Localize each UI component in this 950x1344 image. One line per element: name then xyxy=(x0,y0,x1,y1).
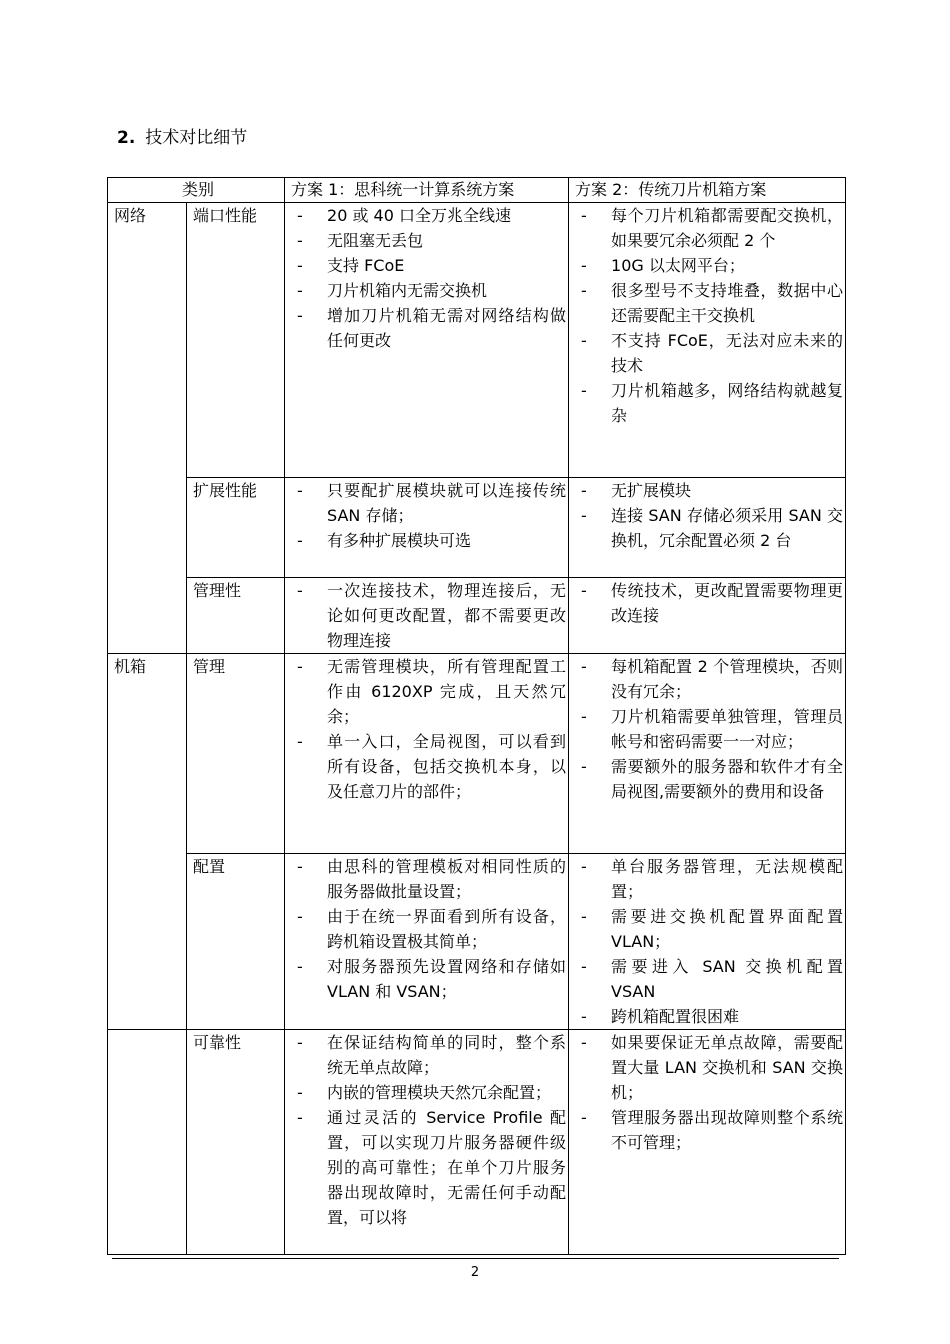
bullet-list xyxy=(575,854,843,1029)
section-heading xyxy=(117,126,247,150)
subcategory-cell: 管理 xyxy=(187,654,285,854)
list-item: - 很多型号不支持堆叠，数据中心还需要配主干交换机 xyxy=(575,278,843,328)
table-row xyxy=(108,203,846,478)
list-item: - 无阻塞无丢包 xyxy=(291,228,566,253)
bullet-list xyxy=(575,1030,843,1155)
list-item: - 对服务器预先设置网络和存储如 VLAN 和 VSAN； xyxy=(291,954,566,1004)
list-item: - 无需管理模块，所有管理配置工作由 6120XP 完成，且天然冗余； xyxy=(291,654,566,729)
list-item: - 增加刀片机箱无需对网络结构做任何更改 xyxy=(291,303,566,353)
list-item: - 传统技术，更改配置需要物理更改连接 xyxy=(575,578,843,628)
bullet-list xyxy=(291,654,566,804)
subcategory-cell: 扩展性能 xyxy=(187,478,285,578)
header-category: 类别 xyxy=(108,178,285,203)
plan1-cell xyxy=(285,203,569,478)
list-item: - 需要进入 SAN 交换机配置 VSAN xyxy=(575,954,843,1004)
subcategory-cell: 管理性 xyxy=(187,578,285,654)
bullet-list xyxy=(575,203,843,428)
header-plan1: 方案 1：思科统一计算系统方案 xyxy=(285,178,569,203)
empty-group-cell xyxy=(108,1030,187,1255)
plan2-cell xyxy=(569,854,846,1030)
list-item: - 支持 FCoE xyxy=(291,253,566,278)
group-network: 网络 xyxy=(108,203,187,654)
section-number: 2. xyxy=(117,128,136,148)
plan1-cell xyxy=(285,1030,569,1255)
list-item: - 单台服务器管理，无法规模配置； xyxy=(575,854,843,904)
list-item: - 由思科的管理模板对相同性质的服务器做批量设置； xyxy=(291,854,566,904)
list-item: - 无扩展模块 xyxy=(575,478,843,503)
bullet-list xyxy=(291,203,566,353)
footer-divider xyxy=(112,1258,839,1259)
bullet-list xyxy=(575,654,843,804)
plan1-cell xyxy=(285,578,569,654)
bullet-list xyxy=(575,578,843,628)
table-row xyxy=(108,1030,846,1255)
comparison-table xyxy=(107,177,846,1255)
plan1-cell xyxy=(285,478,569,578)
section-title: 技术对比细节 xyxy=(145,128,248,148)
plan2-cell xyxy=(569,203,846,478)
table-row xyxy=(108,478,846,578)
bullet-list xyxy=(575,478,843,553)
plan2-cell xyxy=(569,478,846,578)
list-item: - 刀片机箱越多，网络结构就越复杂 xyxy=(575,378,843,428)
list-item: - 20 或 40 口全万兆全线速 xyxy=(291,203,566,228)
list-item: - 跨机箱配置很困难 xyxy=(575,1004,843,1029)
table-header-row xyxy=(108,178,846,203)
plan2-cell xyxy=(569,654,846,854)
list-item: - 一次连接技术，物理连接后，无论如何更改配置，都不需要更改物理连接 xyxy=(291,578,566,653)
plan2-cell xyxy=(569,578,846,654)
bullet-list xyxy=(291,578,566,653)
list-item: - 连接 SAN 存储必须采用 SAN 交换机，冗余配置必须 2 台 xyxy=(575,503,843,553)
list-item: - 内嵌的管理模块天然冗余配置； xyxy=(291,1080,566,1105)
list-item: - 刀片机箱内无需交换机 xyxy=(291,278,566,303)
bullet-list xyxy=(291,854,566,1004)
list-item: - 单一入口，全局视图，可以看到所有设备，包括交换机本身，以及任意刀片的部件； xyxy=(291,729,566,804)
bullet-list xyxy=(291,478,566,553)
list-item: - 通过灵活的 Service Profile 配置，可以实现刀片服务器硬件级别的高可靠性；在单个刀片服务器出现故障时，无需任何手动配置，可以将 xyxy=(291,1105,566,1230)
list-item: - 管理服务器出现故障则整个系统不可管理； xyxy=(575,1105,843,1155)
subcategory-cell: 配置 xyxy=(187,854,285,1030)
list-item: - 如果要保证无单点故障，需要配置大量 LAN 交换机和 SAN 交换机； xyxy=(575,1030,843,1105)
table-row xyxy=(108,654,846,854)
page-number: 2 xyxy=(470,1265,480,1280)
list-item: - 刀片机箱需要单独管理，管理员帐号和密码需要一一对应； xyxy=(575,704,843,754)
table-row xyxy=(108,578,846,654)
table-row xyxy=(108,854,846,1030)
plan1-cell xyxy=(285,654,569,854)
list-item: - 每机箱配置 2 个管理模块，否则没有冗余； xyxy=(575,654,843,704)
list-item: - 每个刀片机箱都需要配交换机，如果要冗余必须配 2 个 xyxy=(575,203,843,253)
group-chassis: 机箱 xyxy=(108,654,187,1030)
bullet-list xyxy=(291,1030,566,1230)
list-item: - 在保证结构简单的同时，整个系统无单点故障； xyxy=(291,1030,566,1080)
plan1-cell xyxy=(285,854,569,1030)
plan2-cell xyxy=(569,1030,846,1255)
list-item: - 不支持 FCoE，无法对应未来的技术 xyxy=(575,328,843,378)
header-plan2: 方案 2：传统刀片机箱方案 xyxy=(569,178,846,203)
subcategory-cell: 端口性能 xyxy=(187,203,285,478)
list-item: - 有多种扩展模块可选 xyxy=(291,528,566,553)
list-item: - 需要进交换机配置界面配置 VLAN； xyxy=(575,904,843,954)
list-item: - 10G 以太网平台； xyxy=(575,253,843,278)
list-item: - 由于在统一界面看到所有设备，跨机箱设置极其简单； xyxy=(291,904,566,954)
list-item: - 只要配扩展模块就可以连接传统 SAN 存储； xyxy=(291,478,566,528)
list-item: - 需要额外的服务器和软件才有全局视图,需要额外的费用和设备 xyxy=(575,754,843,804)
subcategory-cell: 可靠性 xyxy=(187,1030,285,1255)
